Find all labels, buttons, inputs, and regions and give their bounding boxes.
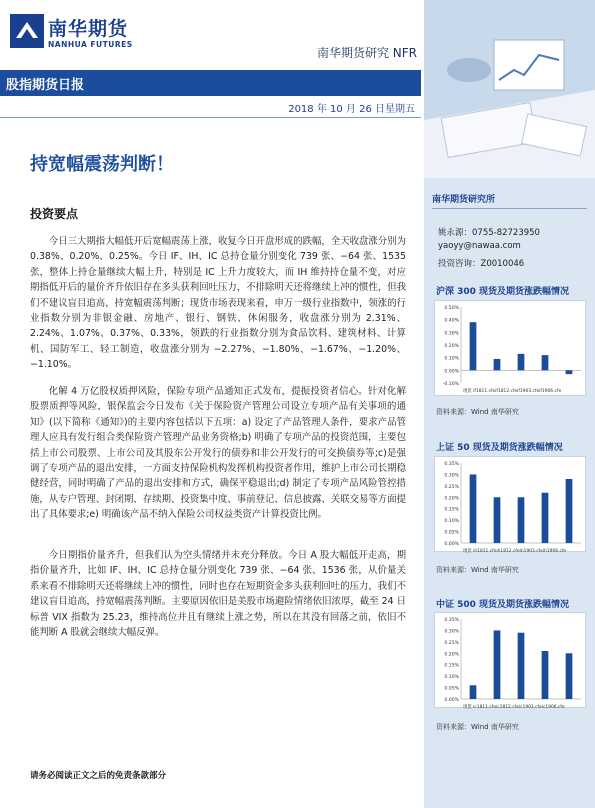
chart2-bar-2	[518, 497, 525, 543]
chart3-ytick-2: 0.25%	[444, 640, 459, 646]
chart3-ytick-7: 0.00%	[444, 698, 459, 703]
chart2-ytick-4: 0.15%	[444, 507, 459, 513]
chart2-ytick-7: 0.00%	[444, 542, 459, 547]
header-org: 南华期货研究 NFR	[316, 46, 417, 60]
office-photo-icon	[424, 0, 595, 178]
chart3-bar-3	[542, 651, 549, 699]
analyst-license: 投资咨询：Z0010046	[438, 259, 525, 269]
chart2-ytick-0: 0.35%	[444, 462, 459, 467]
analyst-contact: 姚永源：0755-82723950	[438, 228, 540, 238]
paragraph-1: 今日三大期指大幅低开后宽幅震荡上涨，收复今日开盘形成的跌幅，全天收盘涨分别为 0.38%、0.20%、0.25%。今日 IF、IH、IC 总持仓量分别变化 739 张、−64 张、1535 张，整体上持仓量继续大幅上升，特别是 IC 上升力度较大，而 IH 维持持仓量不变，对应期指低开后的量价齐升依旧存在多头获利回吐压力，不排除明天还将继续上冲的惯性，但我们不建议盲目追高，持宽幅震荡判断；现货市场表现来看，申万一级行业指数中，领涨的行业指数分别为非银金融、房地产、银行、钢铁、休闲服务，收盘涨分别为 2.31%、2.24%、1.07%、0.37%、0.33%，领跌的行业指数分别为食品饮料、建筑材料、计算机、国防军工、轻工制造，收盘涨分别为 −2.27%、−1.80%、−1.67%、−1.20%、−1.10%。	[30, 236, 406, 371]
disclaimer-note: 请务必阅读正文之后的免责条款部分	[30, 771, 167, 781]
chart1-ytick-0: 0.50%	[444, 306, 459, 311]
chart1-bar-1	[494, 359, 501, 370]
chart1-bar-4	[566, 370, 573, 374]
paragraph-2: 化解 4 万亿股权质押风险，保险专项产品通知正式发布，提振投资者信心。针对化解股票质押等风险，银保监会今日发布《关于保险资产管理公司设立专项产品有关事项的通知》(以下简称《通知》)的主要内容包括以下五项：a) 设定了产品管理人条件，要求产品管理人应具有发行组合类保险资产管理产品业务资格;b) 明确了专项产品的投资范围，主要包括上市公司股票、上市公司及其股东公开发行的债券和非公开发行的可交换债券等;c)是强调了专项产品的退出安排，一方面支持保险机构发挥机构投资者作用，维护上市公司长期稳健经营，同时明确了产品的退出安排和方式，确保平稳退出;d) 制定了专项产品风险管控措施，从专户管理、封闭期、存续期、投资集中度、事前登记、信息披露、关联交易等方面提出了具体要求;e) 明确该产品不纳入保险公司权益类资产计算投资比例。	[30, 386, 406, 521]
chart3-svg	[435, 613, 587, 713]
chart2-ytick-1: 0.30%	[444, 473, 459, 479]
chart1	[434, 300, 586, 396]
chart1-bar-2	[518, 354, 525, 370]
nanhua-logo-icon	[10, 14, 44, 48]
chart2-bar-0	[470, 474, 477, 543]
chart1-svg	[435, 301, 587, 397]
chart2-ytick-5: 0.10%	[444, 519, 459, 525]
chart1-ytick-4: 0.10%	[444, 356, 459, 362]
chart3-bar-0	[470, 685, 477, 699]
chart1-source: 资料来源：Wind 南华研究	[436, 408, 519, 416]
header-photo	[424, 0, 595, 178]
paragraph-3: 今日期指价量齐升，但我们认为空头情绪并未充分释放。今日 A 股大幅低开走高，期指价量齐升，比如 IF、IH、IC 总持仓量分别变化 739 张、−64 张、1536 张，从价量关系来看不排除明天还将继续上冲的惯性，同时也存在短期资金多头获利回吐的压力，我们不建议盲目追高，持宽幅震荡判断。主要原因依旧是美股市场避险情绪依旧浓厚，截至 24 日标普 VIX 指数为 25.23，维持高位并且有继续上涨之势，所以在其没有回落之前，依旧不能判断 A 股就会继续大幅反弹。	[30, 550, 406, 639]
chart1-bar-3	[542, 355, 549, 370]
report-date: 2018 年 10 月 26 日星期五	[288, 104, 415, 115]
chart1-x-labels: 现货 if1811.cfeif1812.cfeif1903.cfeif1906.cfe	[463, 389, 562, 394]
chart2-title: 上证 50 现货及期货涨跌幅情况	[436, 443, 563, 453]
chart3-ytick-0: 0.35%	[444, 618, 459, 623]
chart1-ytick-5: 0.00%	[444, 369, 459, 375]
chart3-ytick-4: 0.15%	[444, 663, 459, 669]
chart2-ytick-3: 0.20%	[444, 496, 459, 502]
chart3-bar-2	[518, 633, 525, 699]
section-heading: 投资要点	[30, 207, 79, 221]
company-logo	[8, 12, 158, 58]
report-type-bar	[0, 70, 421, 96]
chart3-ytick-1: 0.30%	[444, 629, 459, 635]
date-line	[0, 96, 421, 118]
chart3-title: 中证 500 现货及期货涨跌幅情况	[436, 600, 570, 610]
chart1-title: 沪深 300 现货及期货涨跌幅情况	[436, 287, 570, 297]
sidebar-org: 南华期货研究所	[432, 195, 496, 205]
chart2-bar-1	[494, 497, 501, 543]
page-title: 持宽幅震荡判断！	[30, 154, 174, 175]
chart1-ytick-1: 0.40%	[444, 318, 459, 324]
chart1-ytick-6: -0.10%	[442, 382, 459, 387]
chart3-ytick-3: 0.20%	[444, 652, 459, 658]
chart3-bar-4	[566, 653, 573, 699]
chart3-bar-1	[494, 630, 501, 699]
chart2-svg	[435, 457, 587, 557]
chart3-x-labels: 现货 ic1811.cfeic1812.cfeic1903.cfeic1906.cfe	[463, 705, 565, 710]
chart3	[434, 612, 586, 708]
report-type: 股指期货日报	[6, 78, 85, 93]
chart2-bar-4	[566, 479, 573, 543]
analyst-email[interactable]: yaoyy@nawaa.com	[438, 241, 521, 251]
logo-text-en: NANHUA FUTURES	[48, 40, 133, 49]
chart1-bar-0	[470, 322, 477, 370]
logo-text-cn: 南华期货	[48, 18, 129, 40]
chart3-source: 资料来源：Wind 南华研究	[436, 723, 519, 731]
chart1-ytick-2: 0.30%	[444, 331, 459, 337]
chart3-ytick-6: 0.05%	[444, 686, 459, 692]
chart3-ytick-5: 0.10%	[444, 675, 459, 681]
chart2-x-labels: 现货 ih1811.cfeih1812.cfeih1903.cfeih1906.cfe	[463, 549, 567, 554]
chart2-ytick-2: 0.25%	[444, 484, 459, 490]
chart1-ytick-3: 0.20%	[444, 344, 459, 349]
chart2-bar-3	[542, 493, 549, 543]
chart2	[434, 456, 586, 552]
sidebar-divider	[432, 208, 587, 209]
chart2-ytick-6: 0.05%	[444, 530, 459, 536]
chart2-source: 资料来源：Wind 南华研究	[436, 566, 519, 574]
